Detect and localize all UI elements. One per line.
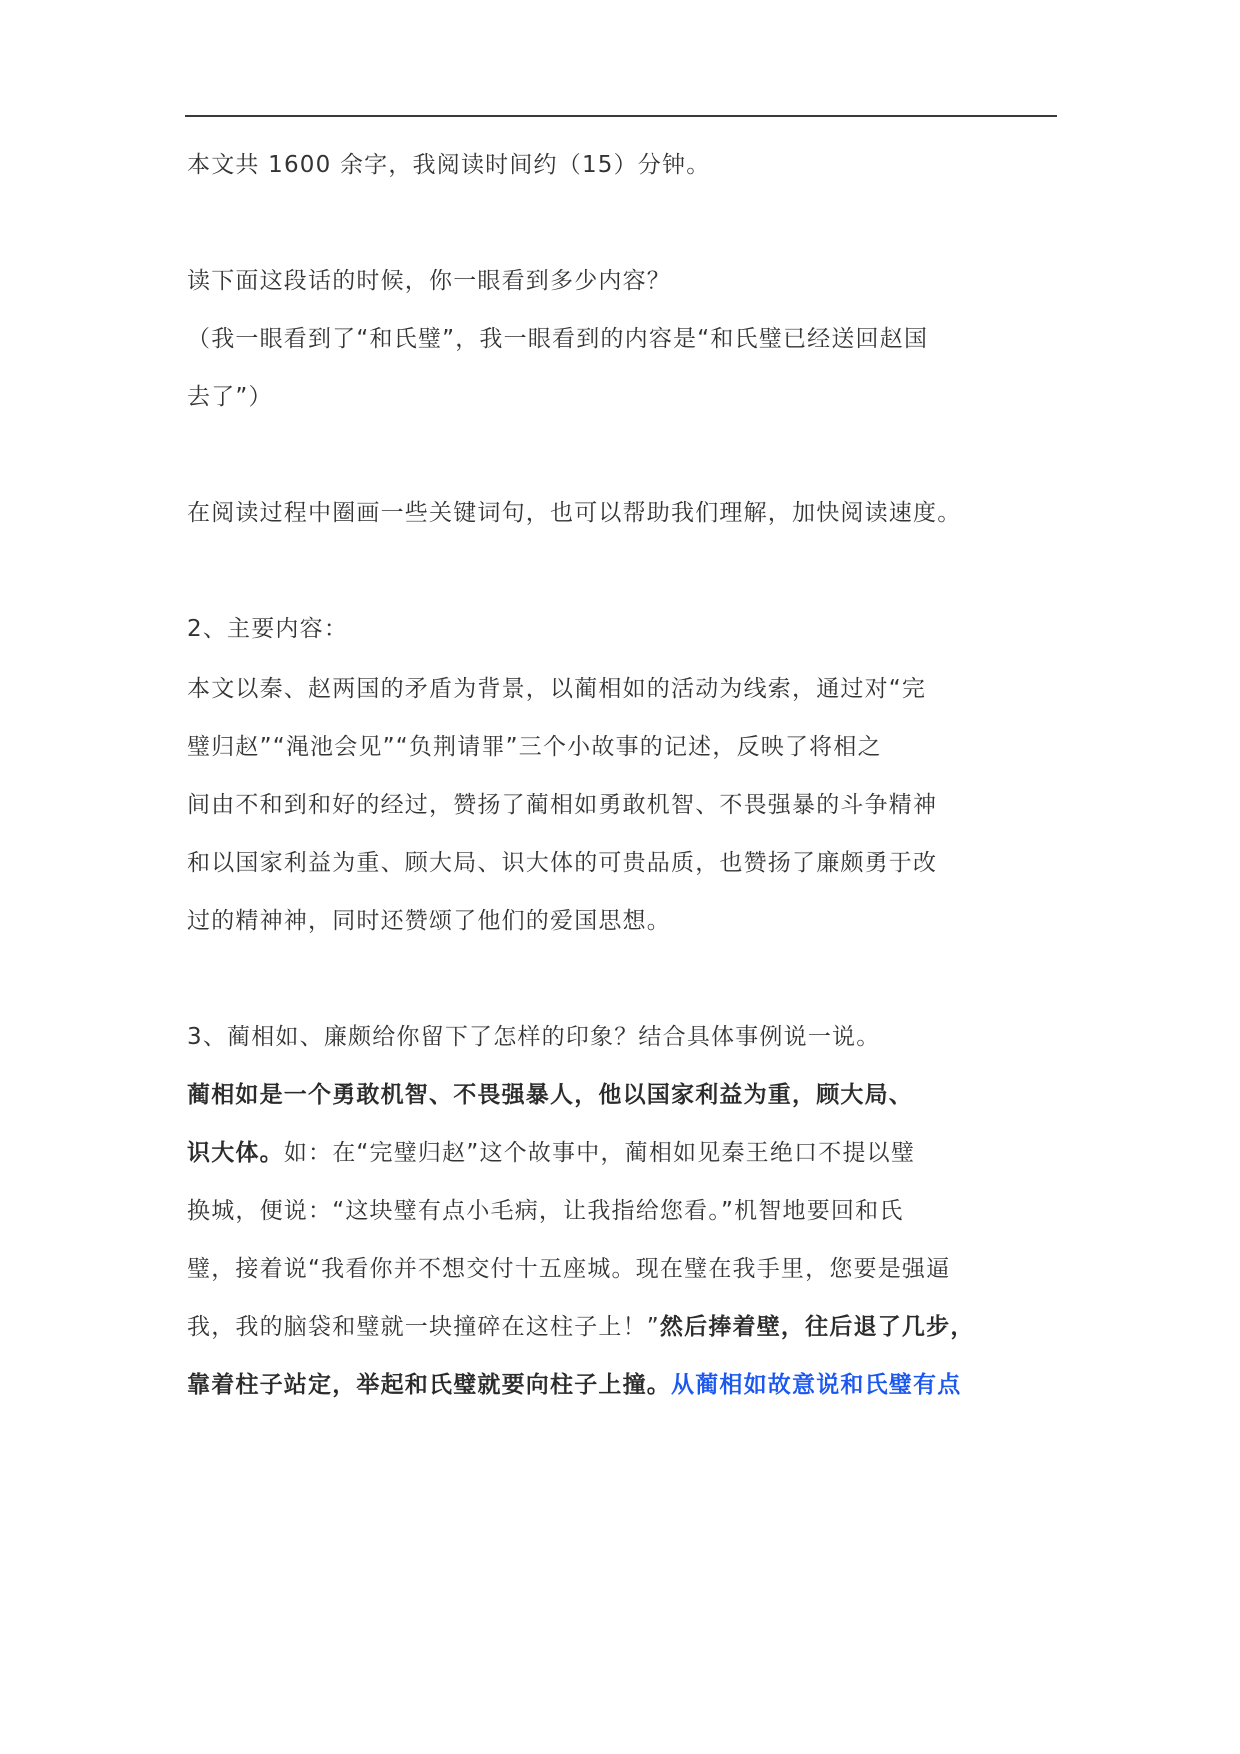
section-3-line-5: [187, 1312, 1067, 1342]
section-3-line-4: 璧，接着说“我看你并不想交付十五座城。现在璧在我手里，您要是强逼: [187, 1256, 951, 1282]
glance-answer-line-2: 去了”）: [187, 384, 273, 410]
blue-highlight-phrase: 从蔺相如故意说和氏璧有点: [671, 1372, 962, 1398]
section-2-heading: 2、主要内容：: [187, 616, 349, 642]
regular-phrase: 我，我的脑袋和璧就一块撞碎在这柱子上！”: [187, 1314, 660, 1340]
regular-phrase: 如：在“完璧归赵”这个故事中，蔺相如见秦王绝口不提以璧: [283, 1140, 916, 1166]
section-2-line: 和以国家利益为重、顾大局、识大体的可贵品质，也赞扬了廉颇勇于改: [187, 850, 938, 876]
section-2-line: 本文以秦、赵两国的矛盾为背景，以蔺相如的活动为线索，通过对“完: [187, 676, 927, 702]
section-3-line-3: 换城，便说：“这块璧有点小毛病，让我指给您看。”机智地要回和氏: [187, 1198, 904, 1224]
section-3-line-1: 蔺相如是一个勇敢机智、不畏强暴人，他以国家利益为重，顾大局、: [187, 1082, 913, 1108]
section-2-line: 璧归赵”“渑池会见”“负荆请罪”三个小故事的记述，反映了将相之: [187, 734, 882, 760]
header-rule: [185, 115, 1057, 117]
section-2-line: 过的精神神，同时还赞颂了他们的爱国思想。: [187, 908, 671, 934]
bold-phrase: 然后捧着壁，往后退了几步，: [659, 1314, 975, 1340]
tip-text: 在阅读过程中圈画一些关键词句，也可以帮助我们理解，加快阅读速度。: [187, 500, 962, 526]
section-3-line-2: [187, 1138, 1067, 1168]
section-2-line: 间由不和到和好的经过，赞扬了蔺相如勇敢机智、不畏强暴的斗争精神: [187, 792, 938, 818]
reading-stats: 本文共 1600 余字，我阅读时间约（15）分钟。: [187, 152, 711, 178]
section-3-line-6: [187, 1370, 1067, 1400]
section-3-heading: 3、蔺相如、廉颇给你留下了怎样的印象？结合具体事例说一说。: [187, 1024, 881, 1050]
bold-phrase: 靠着柱子站定，举起和氏璧就要向柱子上撞。: [187, 1372, 671, 1398]
glance-question: 读下面这段话的时候，你一眼看到多少内容？: [187, 268, 671, 294]
glance-answer-line-1: （我一眼看到了“和氏璧”，我一眼看到的内容是“和氏璧已经送回赵国: [187, 326, 929, 352]
bold-phrase: 识大体。: [187, 1140, 284, 1166]
